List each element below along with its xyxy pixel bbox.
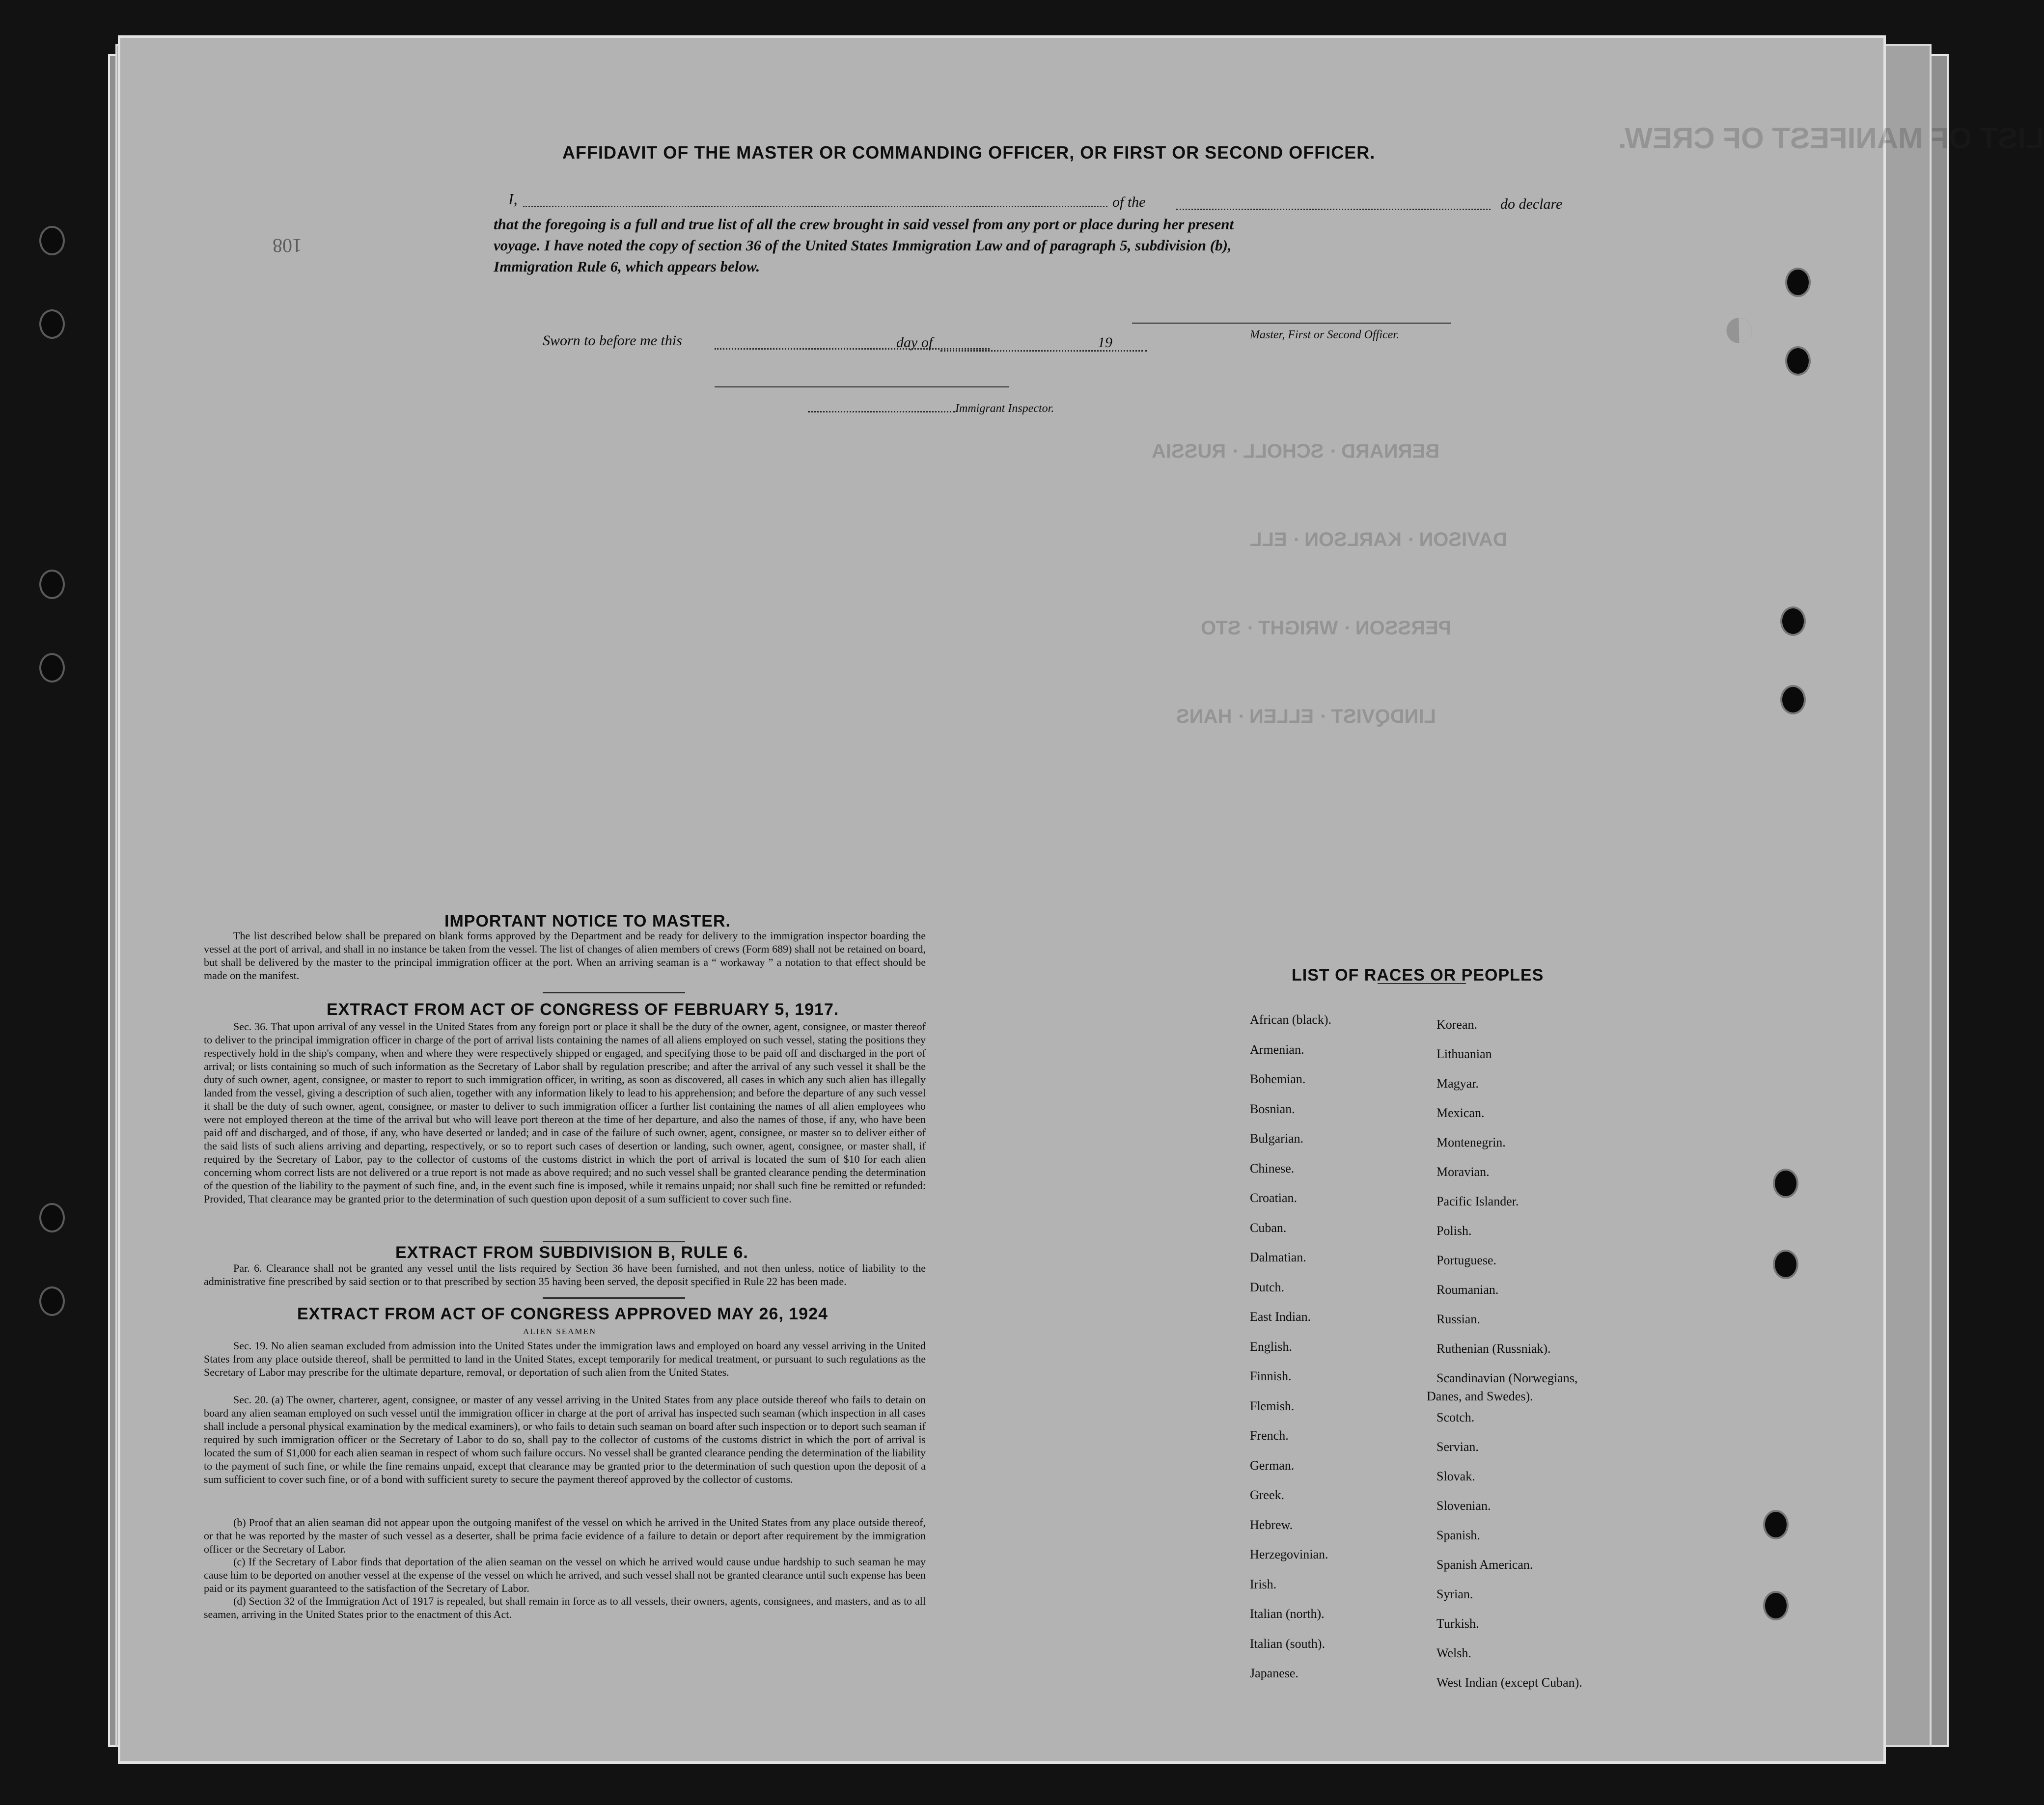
race-item: Chinese. (1250, 1161, 1295, 1176)
binder-hole (39, 226, 65, 255)
extract-1924-sec20c: (c) If the Secretary of Labor finds that deportation of the alien seaman on the vessel on which he arrived would cause undue hardship to such seaman he may cause him to be deported on another vessel at the expense of the vessel on which he arrived, and such vessel shall not be granted clearance until such expense has been paid or its payment guaranteed to the satisfaction of the Secretary of Labor. (204, 1556, 926, 1594)
race-item: Portuguese. (1436, 1253, 1497, 1267)
race-item: Pacific Islander. (1436, 1194, 1519, 1208)
binder-hole (1785, 346, 1811, 376)
race-item: Syrian. (1436, 1587, 1473, 1601)
binder-hole (39, 1286, 65, 1316)
bleed-through-lines: BERNARD · SCHOLL · RUSSIA (1152, 440, 1439, 462)
master-label: Master, First or Second Officer. (1250, 328, 1399, 341)
extract-1924-sec20b: (b) Proof that an alien seaman did not appear upon the outgoing manifest of the vessel on which he arrived in the United States from any place outside thereof, or that he was reported by the master of such vessel as a deserter, shall be prima facie evidence of a failure to detain or deport after requirement by the immigration officer or the Secretary of Labor. (204, 1516, 926, 1555)
inspector-line-1 (715, 386, 1009, 387)
race-item: African (black). (1250, 1012, 1332, 1027)
extract-1924-title: EXTRACT FROM ACT OF CONGRESS APPROVED MAY 26, 1924 (297, 1305, 828, 1323)
notice-title: IMPORTANT NOTICE TO MASTER. (444, 912, 731, 930)
race-item: Irish. (1250, 1577, 1277, 1591)
race-item-continuation: Danes, and Swedes). (1427, 1389, 1533, 1403)
affidavit-line-2: voyage. I have noted the copy of section 36 of the United States Immigration Law and of paragraph 5, subdivision (b), (494, 237, 1232, 254)
of-the-label: of the (1112, 194, 1146, 210)
subdivision-title: EXTRACT FROM SUBDIVISION B, RULE 6. (395, 1243, 748, 1262)
affidavit-title: AFFIDAVIT OF THE MASTER OR COMMANDING OFFICER, OR FIRST OR SECOND OFFICER. (562, 142, 1376, 163)
race-item: French. (1250, 1428, 1289, 1443)
inspector-label: Immigrant Inspector. (955, 402, 1054, 415)
race-item: Servian. (1436, 1440, 1479, 1454)
race-item: Japanese. (1250, 1666, 1298, 1680)
divider (543, 1241, 685, 1242)
inspector-line-2 (808, 411, 955, 412)
binder-hole (39, 1203, 65, 1232)
month-line (940, 350, 1147, 352)
divider (1378, 983, 1466, 984)
race-item: Italian (south). (1250, 1636, 1326, 1651)
binder-hole (39, 309, 65, 339)
race-item: German. (1250, 1458, 1295, 1473)
race-item: Korean. (1436, 1017, 1478, 1032)
binder-hole (39, 653, 65, 683)
race-item: Ruthenian (Russniak). (1436, 1341, 1551, 1356)
race-item: Scandinavian (Norwegians, (1436, 1371, 1578, 1385)
divider (543, 992, 685, 993)
binder-hole (1763, 1591, 1789, 1620)
signature-line (1132, 323, 1451, 324)
race-item: Dutch. (1250, 1280, 1285, 1294)
binder-hole (1773, 1250, 1798, 1279)
binder-hole (1773, 1169, 1798, 1198)
alien-seamen-subtitle: ALIEN SEAMEN (523, 1327, 597, 1336)
race-item: Spanish. (1436, 1528, 1480, 1542)
race-item: Croatian. (1250, 1191, 1298, 1205)
affidavit-i-label: I, (508, 190, 518, 208)
day-of-label: day of (896, 334, 933, 351)
binder-hole (1780, 685, 1806, 714)
binder-hole (1763, 1510, 1789, 1539)
race-item: Spanish American. (1436, 1558, 1533, 1572)
race-item: Scotch. (1436, 1410, 1475, 1424)
bleed-through-lines: DAVISON · KARLSON · ELL (1250, 529, 1507, 550)
race-item: Bosnian. (1250, 1101, 1295, 1116)
race-item: East Indian. (1250, 1310, 1311, 1324)
race-item: Russian. (1436, 1312, 1480, 1326)
race-item: Italian (north). (1250, 1607, 1325, 1621)
race-item: Welsh. (1436, 1646, 1471, 1660)
race-item: Bulgarian. (1250, 1131, 1304, 1146)
sworn-day-line (715, 348, 990, 350)
race-item: Dalmatian. (1250, 1250, 1306, 1264)
race-item: Herzegovinian. (1250, 1547, 1328, 1561)
notice-text: The list described below shall be prepared on blank forms approved by the Department and be ready for delivery to the immigration inspector boarding the vessel at the port of arrival, and shall in no instance be taken from the vessel. The list of changes of alien members of crews (Form 689) shall not be retained on board, but shall be delivered by the master to the principal immigration officer at the port. When an arriving seaman is a “ workaway ” a notation to that effect should be made on the manifest. (204, 930, 926, 982)
divider (543, 1297, 685, 1299)
race-item: Finnish. (1250, 1369, 1292, 1383)
extract-1924-sec20a: Sec. 20. (a) The owner, charterer, agent, consignee, or master of any vessel arriving in the United States from any place outside thereof who fails to detain on board any alien seaman employed on such vessel until the immigration officer in charge at the port of arrival has inspected such seaman (which inspection in all cases shall include a personal physical examination by the medical examiners), or who fails to detain such seaman on board after such inspection or to deport such seaman if required by such immigration officer or the Secretary of Labor to do so, shall pay to the collector of customs of the customs district in which the port of arrival is located the sum of $1,000 for each alien seaman in respect of whom such failure occurs. No vessel shall be granted clearance pending the determination of the liability to the payment of such fine, or while the fine remains unpaid, except that clearance may be granted prior to the determination of such question upon the deposit of a sum sufficient to cover such fine, or of a bond with sufficient surety to secure the payment thereof approved by the collector of customs. (204, 1394, 926, 1485)
race-item: Slovak. (1436, 1469, 1475, 1483)
binder-hole (1780, 606, 1806, 636)
race-item: English. (1250, 1339, 1292, 1354)
binder-hole (1785, 268, 1811, 297)
race-item: Greek. (1250, 1488, 1285, 1502)
subdivision-text: Par. 6. Clearance shall not be granted any vessel until the lists required by Section 36 have been furnished, and not then unless, notice of liability to the administrative fine prescribed by said section or to that prescribed by section 35 having been served, the deposit specified in Rule 22 has been made. (204, 1262, 926, 1287)
race-item: Lithuanian (1436, 1047, 1492, 1061)
extract-1924-sec19: Sec. 19. No alien seaman excluded from admission into the United States under the immigration laws and employed on board any vessel arriving in the United States from any place outside thereof, shall be permitted to land in the United States, except temporarily for medical treatment, or pursuant to such regulations as the Secretary of Labor may prescribe for the ultimate departure, removal, or deportation of such alien from the United States. (204, 1340, 926, 1378)
bleed-through-lines: LINDQVIST · ELLEN · HANS (1176, 706, 1436, 727)
sworn-label: Sworn to before me this (543, 332, 682, 349)
race-item: Roumanian. (1436, 1283, 1499, 1297)
race-item: Turkish. (1436, 1616, 1479, 1631)
name-line (523, 206, 1107, 207)
bleed-through-lines: PERSSON · WRIGHT · STO (1201, 617, 1452, 639)
side-number: 108 (273, 235, 302, 257)
race-item: West Indian (except Cuban). (1436, 1675, 1582, 1690)
extract-1917-title: EXTRACT FROM ACT OF CONGRESS OF FEBRUARY 5, 1917. (327, 1000, 839, 1019)
extract-1917-text: Sec. 36. That upon arrival of any vessel in the United States from any foreign port or place it shall be the duty of the owner, agent, consignee, or master thereof to deliver to the principal immigration officer in charge of the port of arrival lists containing the names of all aliens employed on such vessel, stating the positions they respectively hold in the ship's company, when and where they were respectively shipped or engaged, and specifying those to be paid off and discharged in the port of arrival; or lists containing so much of such information as the Secretary of Labor shall by regulation prescribe; and after the arrival of any such vessel it shall be the duty of such owner, agent, consignee, or master to report to such immigration officer, in writing, as soon as discovered, all cases in which any such alien has illegally landed from the vessel, giving a description of such alien, together with any information likely to lead to his apprehension; and before the departure of any such vessel it shall be the duty of such owner, agent, consignee, or master to deliver to such immigration officer a further list containing the names of all alien employees who were not employed thereon at the time of the arrival but who will leave port thereon at the time of her departure, and also the names of those, if any, who have been paid off and discharged, and of those, if any, who have deserted or landed; and in case of the failure of such owner, agent, consignee, or master so to deliver either of the said lists of such aliens arriving and departing, respectively, or so to report such cases of desertion or landing, such owner, agent, consignee, or master shall, if required by the Secretary of Labor, pay to the collector of customs of the customs district in which the port of arrival is located the sum of $10 for each alien concerning whom correct lists are not delivered or a true report is not made as above required; and no such vessel shall be granted clearance pending the determination of the question of the liability to the payment of such fine, and, in the event such fine is imposed, while it remains unpaid; nor shall such fine be remitted or refunded: Provided, That clearance may be granted prior to the determination of such question upon deposit of a sum sufficient to cover such fine. (204, 1020, 926, 1205)
race-item: Montenegrin. (1436, 1135, 1506, 1149)
bleed-through-mark: ◐ (1721, 294, 1757, 360)
extract-1924-sec20d: (d) Section 32 of the Immigration Act of 1917 is repealed, but shall remain in force as to all vessels, their owners, agents, consignees, and masters, and as to all seamen, arriving in the United States prior to the enactment of this Act. (204, 1595, 926, 1620)
bleed-through-text: LIST OF MANIFEST OF CREW. (1618, 122, 2044, 155)
race-item: Slovenian. (1436, 1499, 1491, 1513)
race-item: Armenian. (1250, 1042, 1304, 1057)
race-item: Bohemian. (1250, 1072, 1306, 1086)
race-item: Moravian. (1436, 1165, 1490, 1179)
do-declare-label: do declare (1500, 196, 1563, 212)
binder-hole (39, 570, 65, 599)
affidavit-line-1: that the foregoing is a full and true list of all the crew brought in said vessel from any port or place during her present (494, 216, 1234, 233)
year-label: 19 (1098, 334, 1112, 351)
race-item: Magyar. (1436, 1076, 1479, 1091)
race-item: Cuban. (1250, 1220, 1287, 1235)
race-item: Polish. (1436, 1224, 1472, 1238)
affidavit-line-3: Immigration Rule 6, which appears below. (494, 258, 760, 275)
race-item: Hebrew. (1250, 1517, 1293, 1532)
races-title: LIST OF RACES OR PEOPLES (1292, 966, 1544, 985)
race-item: Mexican. (1436, 1106, 1485, 1120)
document-page (118, 35, 2044, 1764)
vessel-line (1176, 209, 1491, 210)
race-item: Flemish. (1250, 1398, 1295, 1413)
